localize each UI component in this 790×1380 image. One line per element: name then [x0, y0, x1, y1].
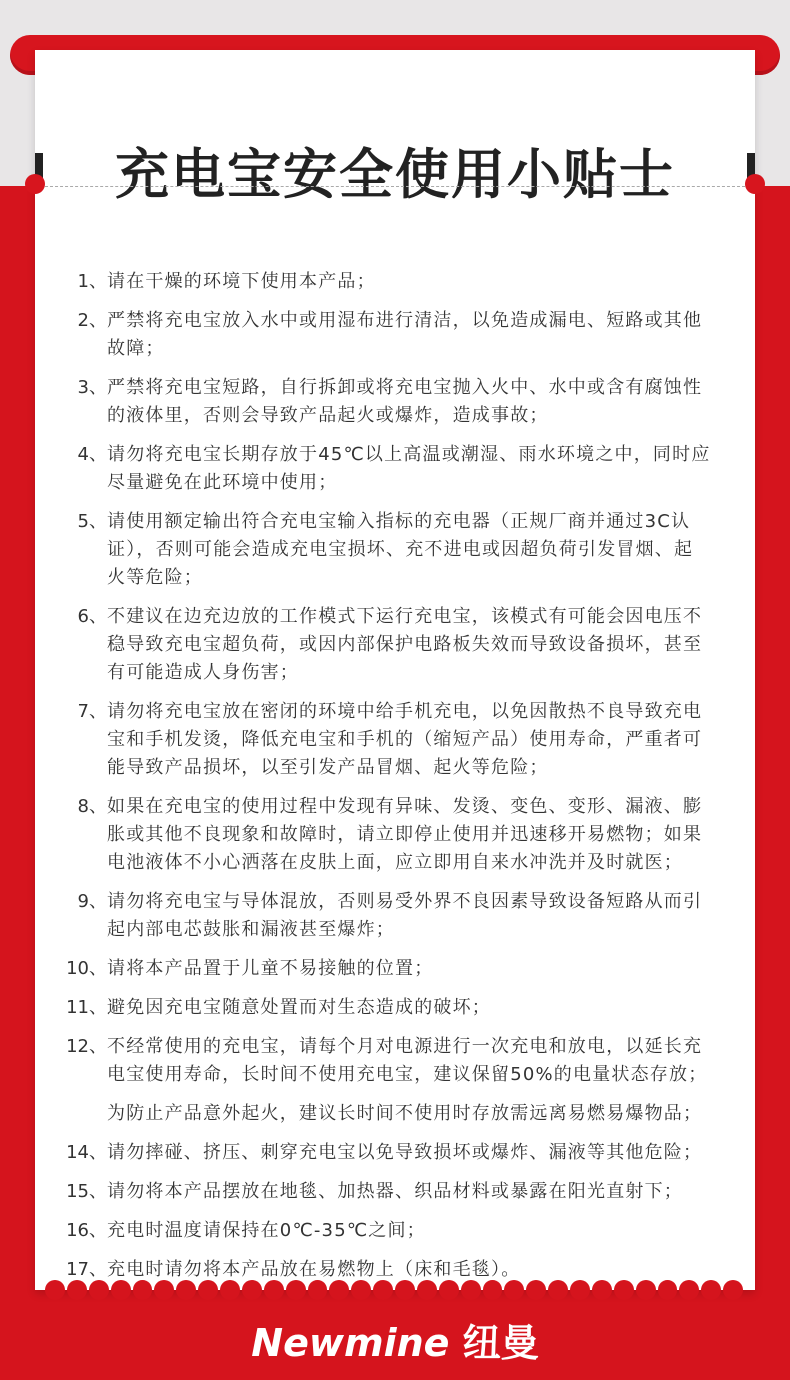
brand-name-cn: 纽曼	[462, 1321, 539, 1365]
scallop	[483, 1280, 503, 1300]
scallop	[658, 1280, 678, 1300]
item-text	[107, 307, 702, 363]
list-item	[35, 1033, 755, 1089]
brand-logo	[0, 1312, 790, 1367]
item-text	[107, 603, 702, 687]
scallop	[526, 1280, 546, 1300]
scallop	[461, 1280, 481, 1300]
list-item	[35, 793, 755, 877]
scallop	[242, 1280, 262, 1300]
notch-left	[25, 174, 45, 194]
scallop	[395, 1280, 415, 1300]
item-line: 请将本产品置于儿童不易接触的位置；	[107, 958, 434, 979]
item-line: 的液体里，否则会导致产品起火或爆炸，造成事故；	[107, 405, 549, 426]
scallop	[89, 1280, 109, 1300]
tips-card	[35, 50, 755, 1290]
scallop	[220, 1280, 240, 1300]
item-line: 宝和手机发烫，降低充电宝和手机的（缩短产品）使用寿命，严重者可	[107, 729, 703, 750]
scallop	[198, 1280, 218, 1300]
scallop	[592, 1280, 612, 1300]
item-line: 能导致产品损坏，以至引发产品冒烟、起火等危险；	[107, 757, 549, 778]
item-text	[107, 955, 433, 983]
scallop	[439, 1280, 459, 1300]
item-number: 14、	[66, 1142, 107, 1163]
item-line: 请勿将充电宝与导体混放，否则易受外界不良因素导致设备短路从而引	[107, 891, 703, 912]
item-text	[107, 441, 711, 497]
item-line: 不经常使用的充电宝，请每个月对电源进行一次充电和放电，以延长充	[107, 1036, 703, 1057]
item-text	[107, 1100, 702, 1128]
list-item	[35, 1100, 755, 1128]
item-line: 不建议在边充边放的工作模式下运行充电宝，该模式有可能会因电压不	[107, 606, 703, 627]
scallop	[308, 1280, 328, 1300]
item-line: 火等危险；	[107, 567, 203, 588]
item-number	[35, 1100, 107, 1128]
scallop	[111, 1280, 131, 1300]
list-item	[35, 698, 755, 782]
list-item	[35, 1217, 755, 1245]
item-number: 15、	[66, 1181, 107, 1202]
item-line: 请勿将充电宝放在密闭的环境中给手机充电，以免因散热不良导致充电	[107, 701, 703, 722]
item-text	[107, 268, 376, 296]
item-number: 1、	[77, 271, 107, 292]
item-line: 胀或其他不良现象和故障时，请立即停止使用并迅速移开易燃物；如果	[107, 824, 703, 845]
scallop	[329, 1280, 349, 1300]
item-line: 电池液体不小心洒落在皮肤上面，应立即用自来水冲洗并及时就医；	[107, 852, 683, 873]
scallop	[264, 1280, 284, 1300]
list-item	[35, 994, 755, 1022]
scallop	[570, 1280, 590, 1300]
item-number: 8、	[77, 796, 107, 817]
scallop	[154, 1280, 174, 1300]
scallop	[723, 1280, 743, 1300]
item-number: 3、	[77, 377, 107, 398]
item-number: 17、	[66, 1259, 107, 1280]
item-line: 证），否则可能会造成充电宝损坏、充不进电或因超负荷引发冒烟、起	[107, 539, 694, 560]
item-line: 电宝使用寿命，长时间不使用充电宝，建议保留50%的电量状态存放；	[107, 1064, 708, 1085]
item-number: 11、	[66, 997, 107, 1018]
list-item	[35, 268, 755, 296]
scallop	[636, 1280, 656, 1300]
tips-list	[35, 268, 755, 1295]
item-line: 请使用额定输出符合充电宝输入指标的充电器（正规厂商并通过3C认	[107, 511, 691, 532]
list-item	[35, 603, 755, 687]
item-line: 请在干燥的环境下使用本产品；	[107, 271, 376, 292]
item-text	[107, 374, 702, 430]
item-text	[107, 1139, 702, 1167]
item-line: 请勿将本产品摆放在地毯、加热器、织品材料或暴露在阳光直射下；	[107, 1181, 683, 1202]
item-line: 起内部电芯鼓胀和漏液甚至爆炸；	[107, 919, 395, 940]
scalloped-edge	[45, 1280, 745, 1302]
item-line: 严禁将充电宝放入水中或用湿布进行清洁，以免造成漏电、短路或其他	[107, 310, 703, 331]
item-line: 故障；	[107, 338, 165, 359]
scallop	[67, 1280, 87, 1300]
notch-right	[745, 174, 765, 194]
item-number: 7、	[77, 701, 107, 722]
scallop	[417, 1280, 437, 1300]
list-item	[35, 441, 755, 497]
item-text	[107, 888, 702, 944]
list-item	[35, 955, 755, 983]
item-text	[107, 793, 702, 877]
item-line: 尽量避免在此环境中使用；	[107, 472, 338, 493]
item-number: 12、	[66, 1036, 107, 1057]
item-text	[107, 508, 693, 592]
list-item	[35, 307, 755, 363]
scallop	[286, 1280, 306, 1300]
scallop	[679, 1280, 699, 1300]
item-text	[107, 994, 491, 1022]
item-line: 充电时请勿将本产品放在易燃物上（床和毛毯）。	[107, 1259, 521, 1280]
scallop	[504, 1280, 524, 1300]
item-number: 5、	[77, 511, 107, 532]
scallop	[373, 1280, 393, 1300]
item-text	[107, 698, 702, 782]
item-line: 严禁将充电宝短路，自行拆卸或将充电宝抛入火中、水中或含有腐蚀性	[107, 377, 703, 398]
list-item	[35, 1139, 755, 1167]
item-line: 避免因充电宝随意处置而对生态造成的破坏；	[107, 997, 491, 1018]
brand-name: Newmine	[251, 1321, 450, 1365]
list-item	[35, 1178, 755, 1206]
item-text	[107, 1178, 683, 1206]
item-number: 4、	[77, 444, 107, 465]
scallop	[176, 1280, 196, 1300]
scallop	[133, 1280, 153, 1300]
item-text	[107, 1033, 707, 1089]
item-line: 有可能造成人身伤害；	[107, 662, 299, 683]
item-number: 2、	[77, 310, 107, 331]
item-line: 稳导致充电宝超负荷，或因内部保护电路板失效而导致设备损坏，甚至	[107, 634, 703, 655]
divider	[45, 186, 745, 187]
page-title: 充电宝安全使用小贴士	[115, 143, 675, 206]
item-line: 为防止产品意外起火，建议长时间不使用时存放需远离易燃易爆物品；	[107, 1103, 703, 1124]
item-number: 9、	[77, 891, 107, 912]
item-text	[107, 1217, 426, 1245]
item-number: 10、	[66, 958, 107, 979]
item-line: 如果在充电宝的使用过程中发现有异味、发烫、变色、变形、漏液、膨	[107, 796, 703, 817]
scallop	[351, 1280, 371, 1300]
scallop	[614, 1280, 634, 1300]
list-item	[35, 508, 755, 592]
item-number: 16、	[66, 1220, 107, 1241]
scallop	[45, 1280, 65, 1300]
item-line: 充电时温度请保持在0℃-35℃之间；	[107, 1220, 426, 1241]
item-line: 请勿将充电宝长期存放于45℃以上高温或潮湿、雨水环境之中，同时应	[107, 444, 711, 465]
scallop	[548, 1280, 568, 1300]
item-number: 6、	[77, 606, 107, 627]
scallop	[701, 1280, 721, 1300]
list-item	[35, 374, 755, 430]
item-line: 请勿摔碰、挤压、刺穿充电宝以免导致损坏或爆炸、漏液等其他危险；	[107, 1142, 703, 1163]
list-item	[35, 888, 755, 944]
